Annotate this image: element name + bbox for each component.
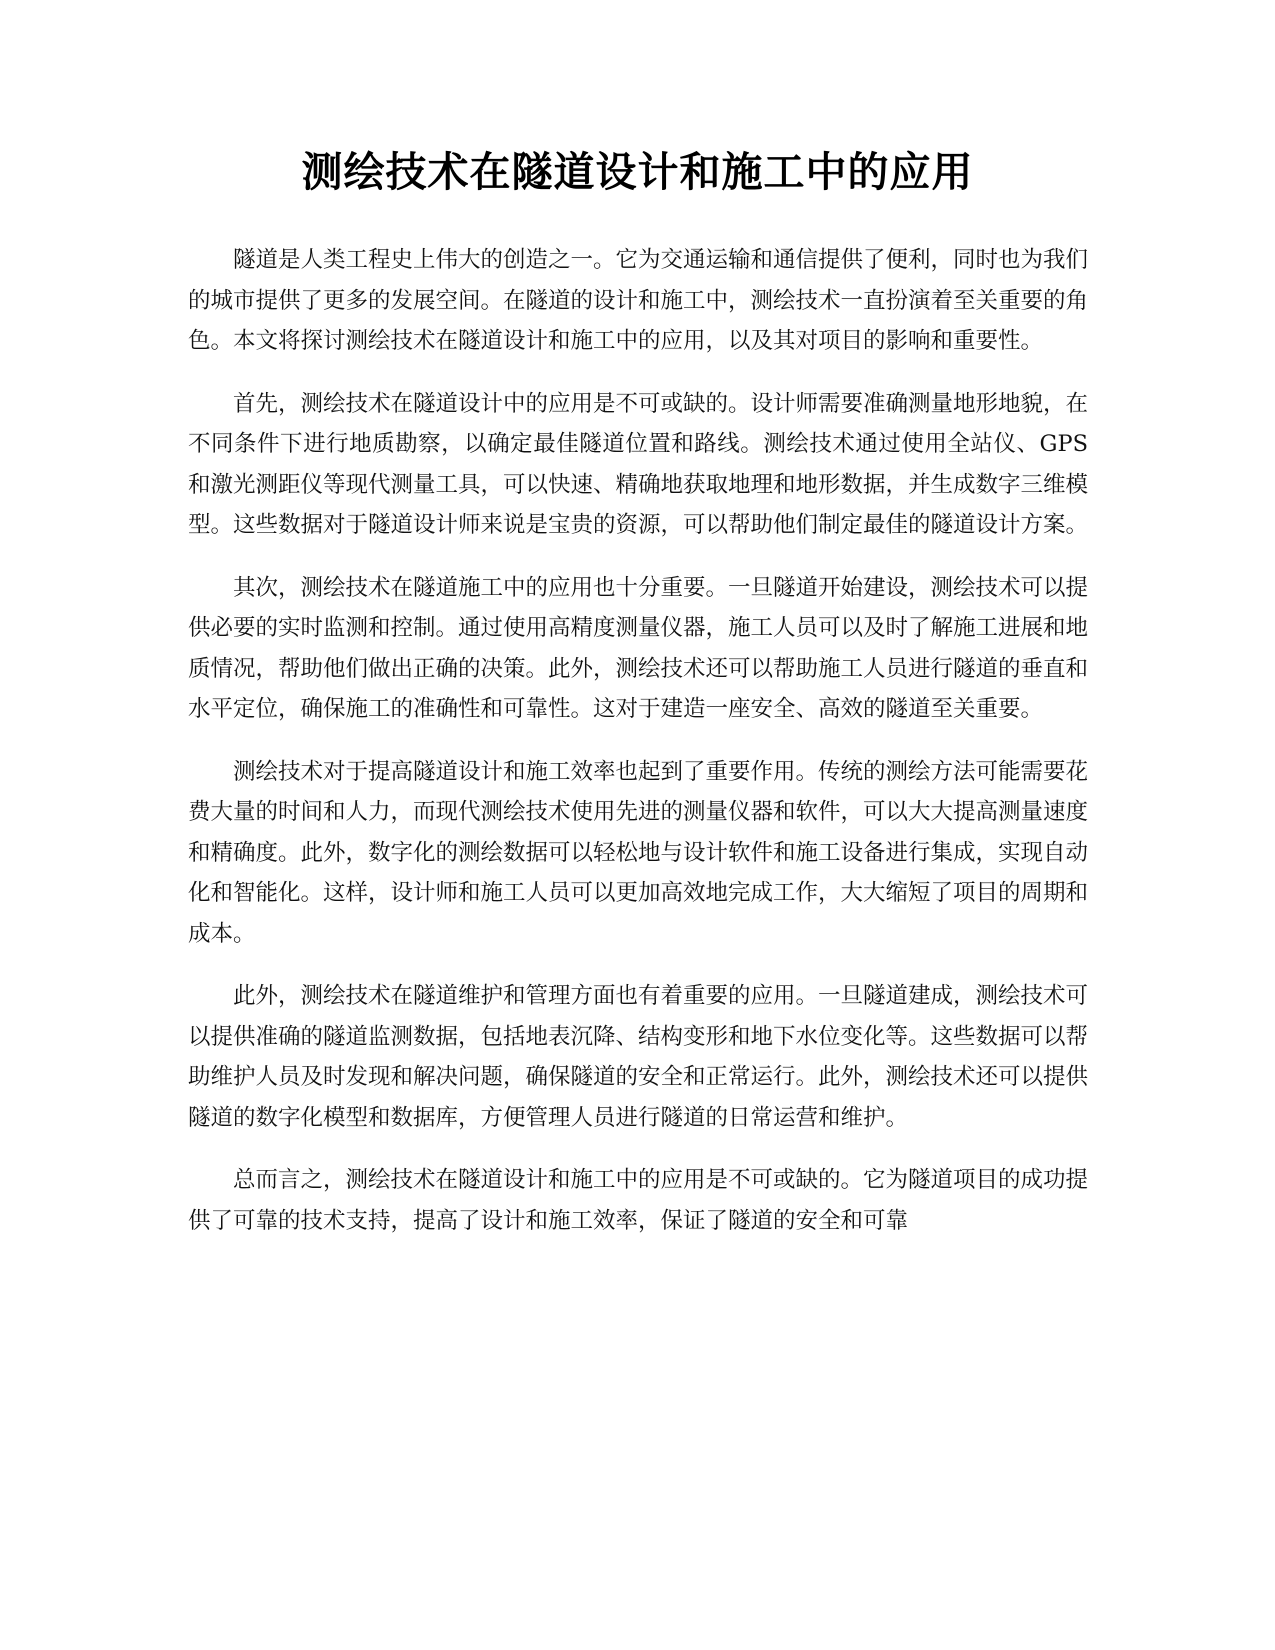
paragraph-intro: 隧道是人类工程史上伟大的创造之一。它为交通运输和通信提供了便利，同时也为我们的城市提供了更多的发展空间。在隧道的设计和施工中，测绘技术一直扮演着至关重要的角色。本文将探讨测绘技术在隧道设计和施工中的应用，以及其对项目的影响和重要性。 [188,247,1089,354]
paragraph-efficiency: 测绘技术对于提高隧道设计和施工效率也起到了重要作用。传统的测绘方法可能需要花费大量的时间和人力，而现代测绘技术使用先进的测量仪器和软件，可以大大提高测量速度和精确度。此外，数字化的测绘数据可以轻松地与设计软件和施工设备进行集成，实现自动化和智能化。这样，设计师和施工人员可以更加高效地完成工作，大大缩短了项目的周期和成本。 [188,758,1089,947]
paragraph-conclusion: 总而言之，测绘技术在隧道设计和施工中的应用是不可或缺的。它为隧道项目的成功提供了可靠的技术支持，提高了设计和施工效率，保证了隧道的安全和可靠 [188,1167,1089,1234]
paragraph-maintenance: 此外，测绘技术在隧道维护和管理方面也有着重要的应用。一旦隧道建成，测绘技术可以提供准确的隧道监测数据，包括地表沉降、结构变形和地下水位变化等。这些数据可以帮助维护人员及时发现和解决问题，确保隧道的安全和正常运行。此外，测绘技术还可以提供隧道的数字化模型和数据库，方便管理人员进行隧道的日常运营和维护。 [188,983,1089,1131]
paragraph-design: 首先，测绘技术在隧道设计中的应用是不可或缺的。设计师需要准确测量地形地貌，在不同条件下进行地质勘察，以确定最佳隧道位置和路线。测绘技术通过使用全站仪、GPS和激光测距仪等现代测量工具，可以快速、精确地获取地理和地形数据，并生成数字三维模型。这些数据对于隧道设计师来说是宝贵的资源，可以帮助他们制定最佳的隧道设计方案。 [188,390,1089,538]
paragraph-construction: 其次，测绘技术在隧道施工中的应用也十分重要。一旦隧道开始建设，测绘技术可以提供必要的实时监测和控制。通过使用高精度测量仪器，施工人员可以及时了解施工进展和地质情况，帮助他们做出正确的决策。此外，测绘技术还可以帮助施工人员进行隧道的垂直和水平定位，确保施工的准确性和可靠性。这对于建造一座安全、高效的隧道至关重要。 [188,574,1089,722]
document-title: 测绘技术在隧道设计和施工中的应用 [301,148,974,196]
document-body [188,240,1088,1263]
